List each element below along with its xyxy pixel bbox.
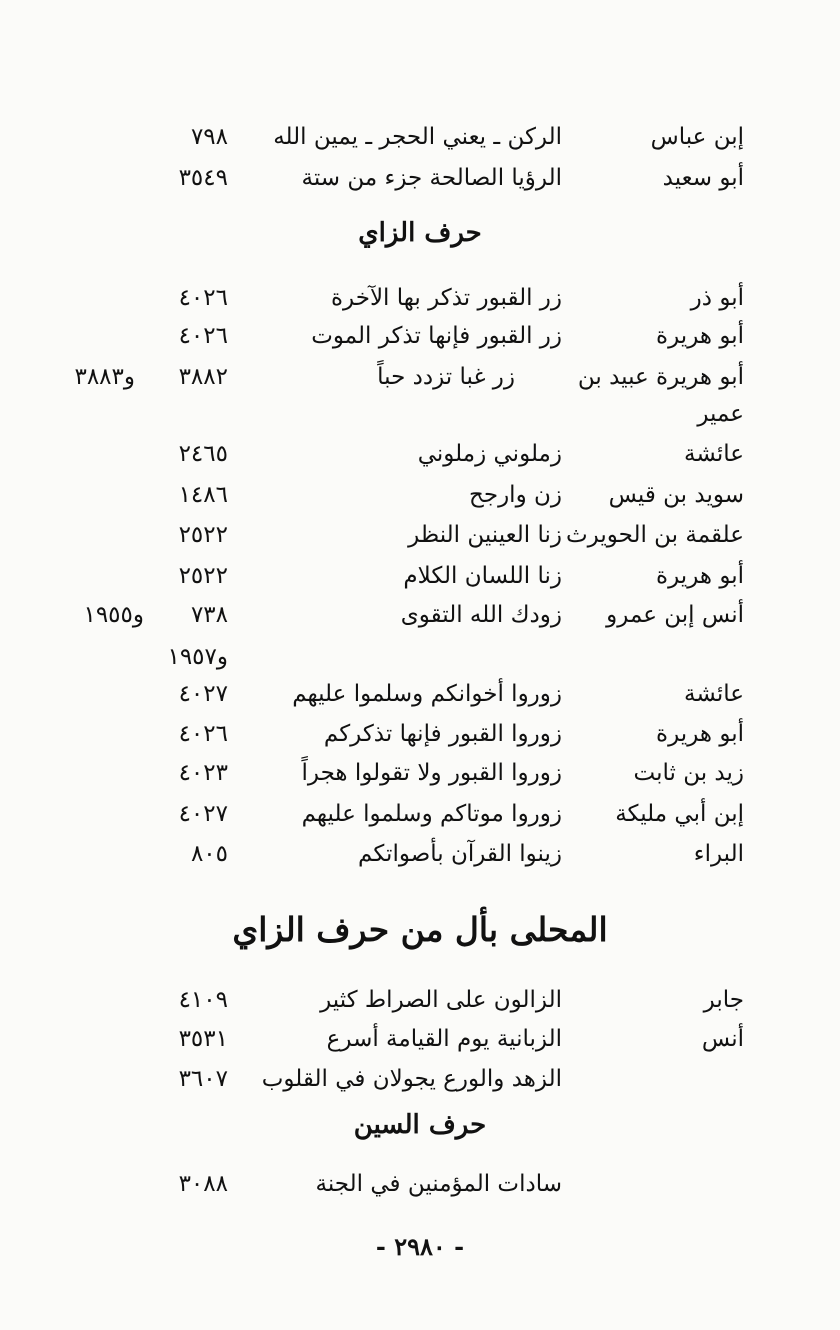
index-entry: [0, 595, 840, 635]
hadith-number: ٤٠٢٧: [178, 801, 228, 827]
narrator: سويد بن قيس: [608, 482, 744, 508]
index-entry: [0, 158, 840, 198]
hadith-text: الرؤيا الصالحة جزء من ستة: [301, 165, 562, 191]
index-entry: [0, 1164, 840, 1204]
hadith-text: الزبانية يوم القيامة أسرع: [326, 1026, 562, 1052]
section-heading-al-zay: المحلى بأل من حرف الزاي: [232, 910, 608, 949]
hadith-number: ٧٩٨: [190, 124, 228, 150]
narrator: أنس: [701, 1026, 744, 1052]
narrator: أبو سعيد: [662, 165, 744, 191]
hadith-number: و١٩٥٧: [167, 644, 228, 670]
hadith-text: زنا العينين النظر: [408, 522, 562, 548]
hadith-text: زودك الله التقوى: [400, 602, 562, 628]
hadith-number: ٢٥٢٢: [178, 522, 228, 548]
narrator: زيد بن ثابت: [633, 760, 744, 786]
hadith-number-extra: و١٩٥٥: [83, 602, 144, 628]
hadith-text: زملوني زملوني: [417, 441, 562, 467]
index-entry: [0, 117, 840, 157]
index-entry: [0, 1019, 840, 1059]
hadith-number: ٢٤٦٥: [178, 441, 228, 467]
narrator: أبو ذر: [690, 285, 744, 311]
index-entry: [0, 794, 840, 834]
index-entry: [0, 714, 840, 754]
narrator: عائشة: [684, 441, 744, 467]
hadith-number: ٣٨٨٢: [178, 364, 228, 390]
hadith-number: ٣٠٨٨: [178, 1171, 228, 1197]
index-entry: [0, 753, 840, 793]
hadith-text: سادات المؤمنين في الجنة: [315, 1171, 562, 1197]
hadith-number-extra: و٣٨٨٣: [74, 364, 135, 390]
narrator: أنس إبن عمرو: [606, 602, 744, 628]
hadith-text: زوروا القبور فإنها تذكركم: [323, 721, 562, 747]
narrator: أبو هريرة: [656, 563, 744, 589]
hadith-number: ١٤٨٦: [178, 482, 228, 508]
index-entry: [0, 278, 840, 318]
hadith-text: زوروا القبور ولا تقولوا هجراً: [301, 760, 562, 786]
hadith-number: ٣٦٠٧: [178, 1066, 228, 1092]
index-entry: [0, 357, 840, 397]
index-entry: [0, 515, 840, 555]
hadith-text: زر القبور فإنها تذكر الموت: [311, 323, 562, 349]
hadith-number: ٤١٠٩: [178, 987, 228, 1013]
narrator: أبو هريرة: [656, 721, 744, 747]
hadith-number: ٤٠٢٦: [178, 285, 228, 311]
hadith-number: ٨٠٥: [190, 841, 228, 867]
hadith-number: ٤٠٢٦: [178, 323, 228, 349]
hadith-text: زوروا أخوانكم وسلموا عليهم: [292, 681, 562, 707]
narrator: عائشة: [684, 681, 744, 707]
narrator: جابر: [703, 987, 744, 1013]
hadith-number: ٧٣٨: [190, 602, 228, 628]
index-entry: [0, 834, 840, 874]
hadith-text: زر القبور تذكر بها الآخرة: [330, 285, 562, 311]
index-entry: [0, 475, 840, 515]
index-entry: [0, 674, 840, 714]
hadith-number: ٤٠٢٣: [178, 760, 228, 786]
narrator: إبن عباس: [650, 124, 744, 150]
hadith-number: ٤٠٢٧: [178, 681, 228, 707]
index-entry: [0, 1059, 840, 1099]
section-heading-zay: حرف الزاي: [358, 218, 482, 248]
narrator: أبو هريرة عبيد بن: [577, 364, 744, 390]
hadith-text: الزالون على الصراط كثير: [320, 987, 562, 1013]
hadith-text: زينوا القرآن بأصواتكم: [358, 841, 562, 867]
index-entry: [0, 316, 840, 356]
index-entry: [0, 637, 840, 677]
hadith-number: ٣٥٤٩: [178, 165, 228, 191]
index-entry: [0, 434, 840, 474]
hadith-text: زنا اللسان الكلام: [403, 563, 562, 589]
hadith-number: ٣٥٣١: [178, 1026, 228, 1052]
index-entry: [0, 556, 840, 596]
section-heading-sin: حرف السين: [353, 1110, 487, 1140]
hadith-text: الزهد والورع يجولان في القلوب: [261, 1066, 562, 1092]
hadith-number: ٢٥٢٢: [178, 563, 228, 589]
page-number: - ٢٩٨٠ -: [375, 1232, 465, 1261]
hadith-number: ٤٠٢٦: [178, 721, 228, 747]
index-entry: [0, 980, 840, 1020]
hadith-text: الركن ـ يعني الحجر ـ يمين الله: [273, 124, 562, 150]
narrator: إبن أبي مليكة: [615, 801, 744, 827]
hadith-text: زوروا موتاكم وسلموا عليهم: [301, 801, 562, 827]
hadith-text: زر غبا تزدد حباً: [377, 364, 515, 390]
narrator: عمير: [697, 401, 744, 427]
narrator: أبو هريرة: [656, 323, 744, 349]
hadith-text: زن وارجح: [469, 482, 562, 508]
narrator: علقمة بن الحويرث: [565, 522, 744, 548]
index-entry: [0, 394, 840, 434]
narrator: البراء: [693, 841, 744, 867]
